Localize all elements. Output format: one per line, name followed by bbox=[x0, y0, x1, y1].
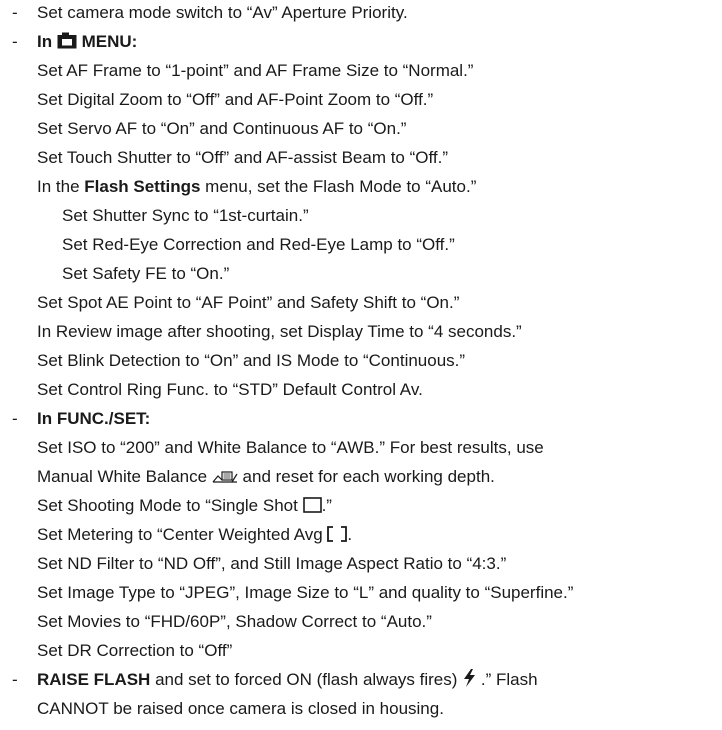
raise-flash-line-2: CANNOT be raised once camera is closed in housing. bbox=[37, 699, 444, 718]
menu-line-flash-settings bbox=[37, 176, 476, 197]
instruction-mode-switch: Set camera mode switch to “Av” Aperture Priority. bbox=[37, 3, 408, 22]
funcset-line-image-type: Set Image Type to “JPEG”, Image Size to “L” and quality to “Superfine.” bbox=[37, 583, 574, 602]
flash-sub-red-eye: Set Red-Eye Correction and Red-Eye Lamp to “Off.” bbox=[62, 235, 455, 254]
menu-line-digital-zoom: Set Digital Zoom to “Off” and AF-Point Zoom to “Off.” bbox=[37, 90, 434, 109]
bullet-dash: - bbox=[12, 3, 18, 22]
funcset-heading bbox=[37, 408, 150, 429]
funcset-line-wb bbox=[37, 466, 495, 487]
raise-flash-label: RAISE FLASH bbox=[37, 670, 151, 689]
funcset-line-dr-correction: Set DR Correction to “Off” bbox=[37, 641, 233, 660]
menu-heading-post: MENU: bbox=[76, 32, 138, 51]
flash-sub-safety-fe: Set Safety FE to “On.” bbox=[62, 264, 230, 283]
menu-line-blink: Set Blink Detection to “On” and IS Mode to “Continuous.” bbox=[37, 351, 466, 370]
menu-line-af-frame: Set AF Frame to “1-point” and AF Frame Size to “Normal.” bbox=[37, 61, 474, 80]
bullet-dash: - bbox=[12, 32, 18, 51]
raise-flash-rest-pre: and set to forced ON (flash always fires) bbox=[150, 670, 463, 689]
funcset-line-iso: Set ISO to “200” and White Balance to “AWB.” For best results, use bbox=[37, 438, 544, 457]
funcset-line-shooting-mode bbox=[37, 495, 332, 516]
menu-heading-pre: In bbox=[37, 32, 57, 51]
funcset-line-nd-filter: Set ND Filter to “ND Off”, and Still Image Aspect Ratio to “4:3.” bbox=[37, 554, 507, 573]
menu-line-review: In Review image after shooting, set Display Time to “4 seconds.” bbox=[37, 322, 522, 341]
flash-settings-pre: In the bbox=[37, 177, 85, 196]
camera-icon bbox=[57, 32, 77, 49]
wb-pre: Manual White Balance bbox=[37, 467, 212, 486]
raise-flash-rest-post: .” Flash bbox=[476, 670, 538, 689]
single-shot-icon bbox=[303, 497, 322, 513]
menu-line-spot-ae: Set Spot AE Point to “AF Point” and Safety Shift to “On.” bbox=[37, 293, 460, 312]
raise-flash-line bbox=[37, 669, 538, 690]
manual-white-balance-icon bbox=[212, 470, 238, 484]
shoot-pre: Set Shooting Mode to “Single Shot bbox=[37, 496, 303, 515]
shoot-post: .” bbox=[321, 496, 332, 515]
flash-settings-label: Flash Settings bbox=[84, 177, 201, 196]
menu-heading bbox=[37, 31, 137, 52]
menu-line-touch-shutter: Set Touch Shutter to “Off” and AF-assist Beam to “Off.” bbox=[37, 148, 449, 167]
wb-post: and reset for each working depth. bbox=[237, 467, 495, 486]
meter-pre: Set Metering to “Center Weighted Avg bbox=[37, 525, 328, 544]
menu-line-servo-af: Set Servo AF to “On” and Continuous AF to “On.” bbox=[37, 119, 407, 138]
flash-bolt-icon bbox=[462, 669, 476, 687]
menu-line-control-ring: Set Control Ring Func. to “STD” Default Control Av. bbox=[37, 380, 423, 399]
funcset-heading-text: In FUNC./SET: bbox=[37, 409, 151, 428]
bullet-dash: - bbox=[12, 409, 18, 428]
center-weighted-metering-icon bbox=[327, 526, 347, 542]
funcset-line-metering bbox=[37, 524, 352, 545]
flash-settings-post: menu, set the Flash Mode to “Auto.” bbox=[200, 177, 477, 196]
bullet-dash: - bbox=[12, 670, 18, 689]
meter-post: . bbox=[347, 525, 353, 544]
funcset-line-movies: Set Movies to “FHD/60P”, Shadow Correct to “Auto.” bbox=[37, 612, 432, 631]
flash-sub-shutter-sync: Set Shutter Sync to “1st-curtain.” bbox=[62, 206, 309, 225]
